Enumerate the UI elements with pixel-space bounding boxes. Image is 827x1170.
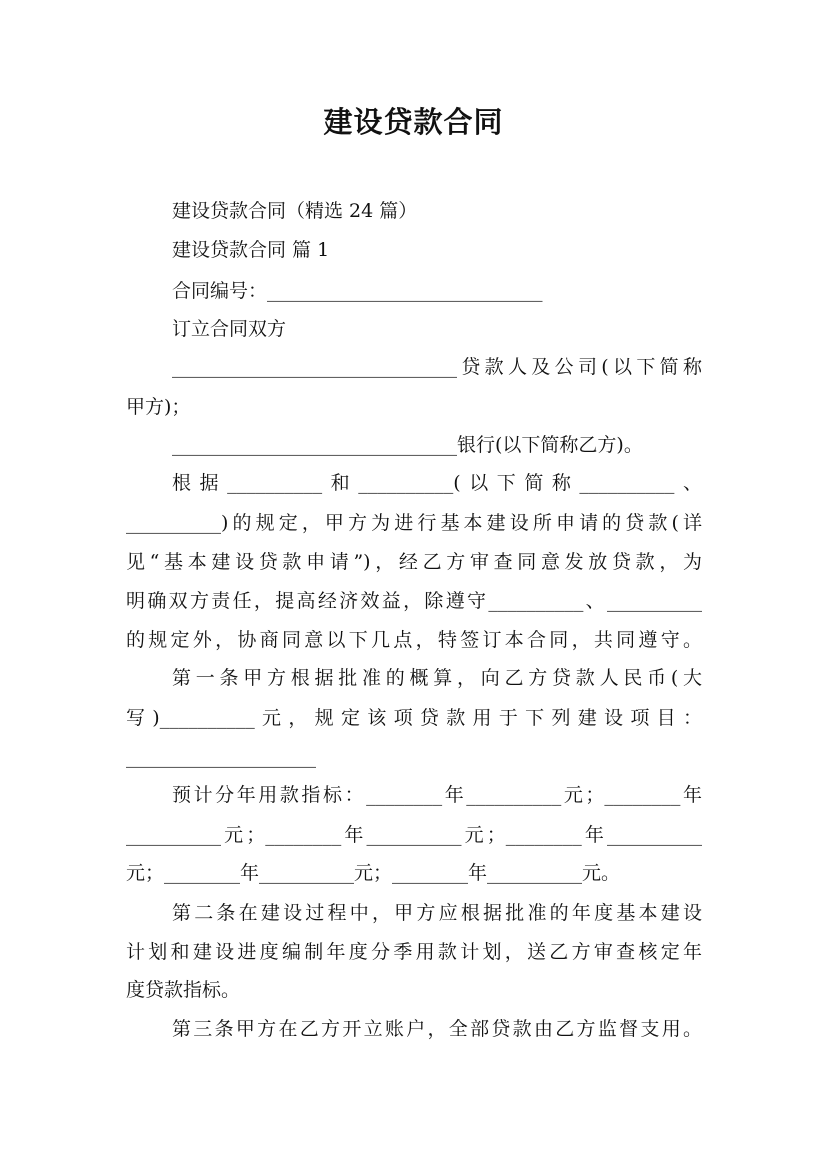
party-b-line: ______________________________银行(以下简称乙方)。 <box>172 434 643 456</box>
article-three-line: 第三条甲方在乙方开立账户，全部贷款由乙方监督支用。 <box>172 1018 702 1040</box>
annual-quota-line: 预计分年用款指标：________年__________元；________年 <box>172 784 702 806</box>
document-title: 建设贷款合同 <box>323 105 504 139</box>
party-a-line: ______________________________贷款人及公司(以下简称 <box>172 356 702 378</box>
paragraph-line: __________)的规定，甲方为进行基本建设所申请的贷款(详 <box>126 512 702 534</box>
party-a-line-cont: 甲方)； <box>126 396 191 418</box>
article-two-line: 度贷款指标。 <box>126 979 241 1001</box>
paragraph-line: 明确双方责任，提高经济效益，除遵守__________、__________ <box>126 590 702 612</box>
article-two-line: 计划和建设进度编制年度分季用款计划，送乙方审查核定年 <box>126 941 702 963</box>
paragraph-line: 根据__________和__________(以下简称__________、 <box>172 472 702 494</box>
annual-quota-line: 元；________年__________元；________年__________元。 <box>126 862 621 884</box>
article-two-line: 第二条在建设过程中，甲方应根据批准的年度基本建设 <box>172 902 702 924</box>
paragraph-line: 的规定外，协商同意以下几点，特签订本合同，共同遵守。 <box>126 629 702 651</box>
annual-quota-line: __________元；________年__________元；________年__________ <box>126 824 702 846</box>
paragraph-line: 见“基本建设贷款申请”)，经乙方审查同意发放贷款，为 <box>126 551 702 573</box>
article-one-line: 写)__________元，规定该项贷款用于下列建设项目： <box>126 707 702 729</box>
parties-heading: 订立合同双方 <box>172 318 287 340</box>
subtitle-line: 建设贷款合同（精选 24 篇） <box>172 200 418 222</box>
project-blank-line: ____________________ <box>126 746 316 768</box>
article-one-line: 第一条甲方根据批准的概算，向乙方贷款人民币(大 <box>172 667 702 689</box>
contract-number-line: 合同编号：_____________________________ <box>172 280 543 302</box>
article-heading: 建设贷款合同 篇 1 <box>172 239 330 261</box>
